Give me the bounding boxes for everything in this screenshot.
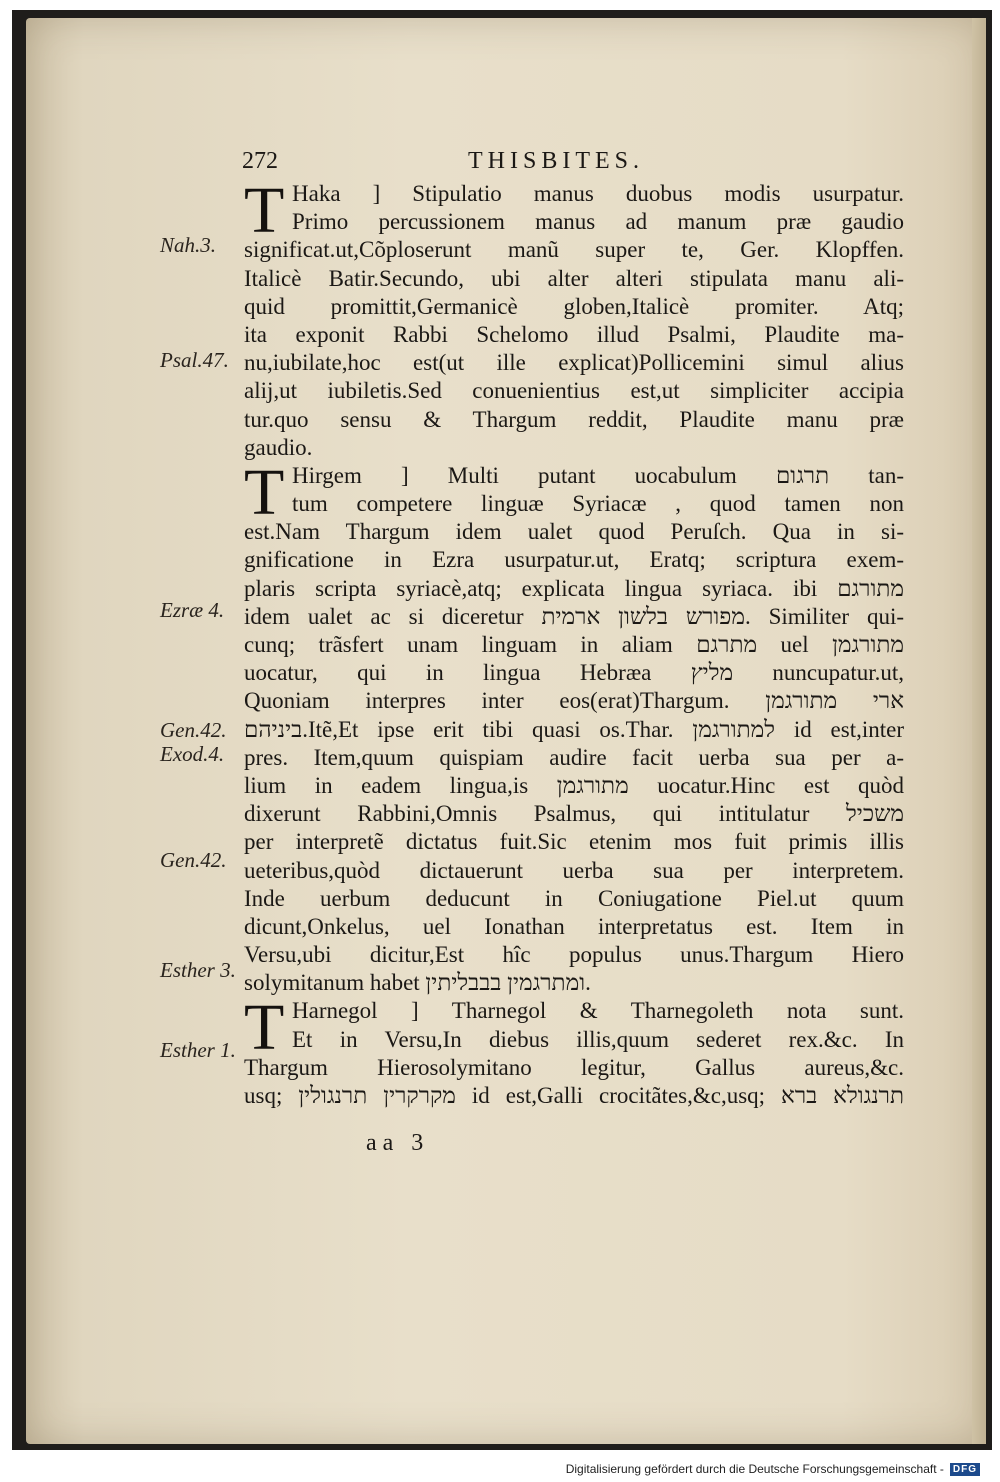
text-line: dicunt,Onkelus, uel Ionathan interpretatus est. Item in: [244, 913, 904, 939]
footer-text: Digitalisierung gefördert durch die Deutsche Forschungsgemeinschaft -: [565, 1462, 944, 1476]
text-line: plaris scripta syriacè,atq; explicata lingua syriaca. ibi מתורגם: [244, 575, 904, 601]
text-line: lium in eadem lingua,is מתורגמן uocatur.Hinc est quòd: [244, 772, 904, 798]
text-line: per interpretẽ dictatus fuit.Sic etenim mos fuit primis illis: [244, 829, 904, 855]
dfg-logo: DFG: [950, 1463, 980, 1476]
drop-initial: T: [244, 174, 285, 247]
book-page: [26, 18, 986, 1444]
margin-note: Gen.42.: [160, 718, 227, 742]
entry-thaka: [244, 174, 904, 462]
entry-thirgem: [244, 455, 904, 998]
text-line: uocatur, qui in lingua Hebræa מליץ nuncupatur.ut,: [244, 660, 904, 686]
margin-note: Ezræ 4.: [160, 598, 225, 622]
text-line: Inde uerbum deducunt in Coniugatione Piel.ut quum: [244, 885, 904, 911]
text-line: ita exponit Rabbi Schelomo illud Psalmi, Plaudite ma-: [244, 321, 904, 347]
margin-notes: [26, 18, 241, 1418]
page-body: [244, 174, 904, 1110]
text-line: Primo percussionem manus ad manum præ gaudio: [292, 209, 904, 235]
text-line: Et in Versu,In diebus illis,quum sederet rex.&c. In: [292, 1026, 904, 1052]
text-line: tum competere linguæ Syriacæ , quod tamen non: [292, 491, 904, 517]
text-line: alij,ut iubiletis.Sed conuenientius est,ut simpliciter accipia: [244, 378, 904, 404]
entry-tharnegol: [244, 991, 904, 1110]
page-number: 272: [242, 148, 278, 174]
signature-mark: aa 3: [366, 1130, 430, 1156]
text-line: idem ualet ac si diceretur מפורש בלשון ארמית. Similiter qui-: [244, 603, 904, 629]
text-line: ביניהם.Itẽ,Et ipse erit tibi quasi os.Thar. למתורגמן id est,inter: [244, 716, 904, 742]
text-line: tur.quo sensu & Thargum reddit, Plaudite manu præ: [244, 406, 904, 432]
text-line: Versu,ubi dicitur,Est hîc populus unus.Thargum Hiero: [244, 942, 904, 968]
text-line: Hirgem ] Multi putant uocabulum תרגום tan-: [292, 462, 904, 488]
margin-note: Psal.47.: [160, 348, 229, 372]
text-line: Quoniam interpres inter eos(erat)Thargum. ארי מתורגמן: [244, 688, 904, 714]
digitization-footer: [566, 1462, 980, 1476]
text-line: gaudio.: [244, 434, 313, 460]
text-line: dixerunt Rabbini,Omnis Psalmus, qui intitulatur משכיל: [244, 801, 904, 827]
page-header: [242, 148, 902, 182]
margin-note: Esther 3.: [160, 958, 236, 982]
text-line: quid promittit,Germanicè globen,Italicè promiter. Atq;: [244, 293, 904, 319]
text-line: Harnegol ] Tharnegol & Tharnegoleth nota sunt.: [292, 998, 904, 1024]
text-line: nu,iubilate,hoc est(ut ille explicat)Pollicemini simul alius: [244, 350, 904, 376]
margin-note: Esther 1.: [160, 1038, 236, 1062]
text-line: est.Nam Thargum idem ualet quod Peruſch. Qua in si-: [244, 519, 904, 545]
text-line: significat.ut,Cõploserunt manũ super te, Ger. Klopffen.: [244, 237, 904, 263]
text-line: gnificatione in Ezra usurpatur.ut, Eratq; scriptura exem-: [244, 547, 904, 573]
running-head: THISBITES.: [468, 148, 644, 174]
drop-initial: T: [244, 991, 285, 1065]
text-line: cunq; trãsfert unam linguam in aliam מתרגם uel מתורגמן: [244, 632, 904, 657]
text-line: ueteribus,quòd dictauerunt uerba sua per interpretem.: [244, 857, 904, 883]
drop-initial: T: [244, 455, 285, 529]
text-line: usq; מקרקרין תרנגולין id est,Galli crocitãtes,&c,usq; תרנגולא ברא: [244, 1083, 904, 1108]
text-line: pres. Item,quum quispiam audire facit uerba sua per a-: [244, 744, 904, 770]
text-line: solymitanum habet ומתרגמין בבבליתין.: [244, 970, 591, 996]
margin-note: Nah.3.: [160, 233, 217, 257]
text-line: Italicè Batir.Secundo, ubi alter alteri stipulata manu ali-: [244, 265, 904, 291]
page-edge: [972, 18, 986, 1444]
margin-note: Gen.42.: [160, 848, 227, 872]
margin-note: Exod.4.: [160, 742, 225, 766]
text-line: Haka ] Stipulatio manus duobus modis usurpatur.: [292, 181, 904, 206]
text-line: Thargum Hierosolymitano legitur, Gallus aureus,&c.: [244, 1054, 904, 1080]
